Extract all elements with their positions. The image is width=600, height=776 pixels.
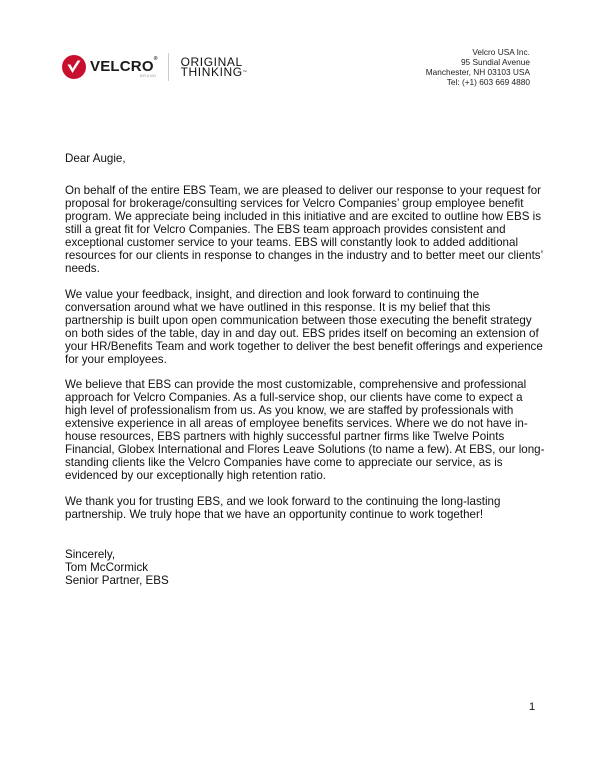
address-phone: Tel: (+1) 603 669 4880 bbox=[446, 77, 530, 87]
letter-paragraph: We value your feedback, insight, and direction and look forward to continuing the conversation around what we have outlined in this response. It is my belief that this partnership is built upon open communication between those executing the benefit strategy on both sides of the table, day in and day out. EBS prides itself on becoming an extension of your HR/Benefits Team and work together to deliver the best benefit offerings and experience for your employees. bbox=[65, 287, 543, 366]
velcro-brand-text: VELCRO bbox=[90, 57, 154, 75]
address-company: Velcro USA Inc. bbox=[472, 47, 530, 57]
tagline-line-2: THINKING bbox=[180, 65, 243, 79]
letter-paragraph: We believe that EBS can provide the most customizable, comprehensive and professional approach for Velcro Companies. As a full-service shop, our clients have come to expect a high level of professionalism from us. As you know, we are staffed by professionals with extensive experience in all areas of employee benefits services. Where we do not have in-house resources, EBS partners with highly successful partner firms like Twelve Points Financial, Globex International and Flores Leave Solutions (to name a few). At EBS, our long-standing clients like the Velcro Companies have come to appreciate our service, as is evidenced by our exceptionally high retention ratio. bbox=[65, 378, 545, 483]
velcro-v-mark-icon bbox=[62, 55, 86, 79]
address-city: Manchester, NH 03103 USA bbox=[425, 67, 530, 77]
original-thinking-tagline bbox=[181, 57, 248, 77]
letter-closing: Sincerely, bbox=[65, 547, 116, 561]
page-number: 1 bbox=[529, 701, 536, 713]
company-address-block bbox=[426, 47, 530, 87]
letter-closing-block bbox=[65, 548, 545, 587]
signer-title: Senior Partner, EBS bbox=[65, 573, 169, 587]
letter-body bbox=[65, 152, 545, 587]
letter-paragraph: On behalf of the entire EBS Team, we are pleased to deliver our response to your request for proposal for brokerage/consulting services for Velcro Companies’ group employee benefit program. We appreciate being included in this initiative and are excited to outline how EBS is still a great fit for Velcro Companies. The EBS team approach provides consistent and exceptional customer service to your teams. EBS will constantly look to added additional resources for our clients in response to changes in the industry and to better meet our clients’ needs. bbox=[65, 184, 543, 275]
address-street: 95 Sundial Avenue bbox=[460, 57, 530, 67]
velcro-wordmark bbox=[90, 55, 158, 75]
trademark-mark: ™ bbox=[242, 69, 248, 74]
signer-name: Tom McCormick bbox=[65, 560, 149, 574]
letter-salutation: Dear Augie, bbox=[65, 152, 126, 165]
tagline-line-1: ORIGINAL bbox=[180, 55, 243, 69]
velcro-logo bbox=[62, 52, 247, 82]
brand-subtext: BRAND bbox=[140, 73, 157, 78]
logo-divider bbox=[168, 53, 169, 81]
letter-paragraph: We thank you for trusting EBS, and we look forward to the continuing the long-lasting partnership. We truly hope that we have an opportunity continue to work together! bbox=[65, 494, 501, 521]
registered-mark: ® bbox=[153, 55, 158, 62]
